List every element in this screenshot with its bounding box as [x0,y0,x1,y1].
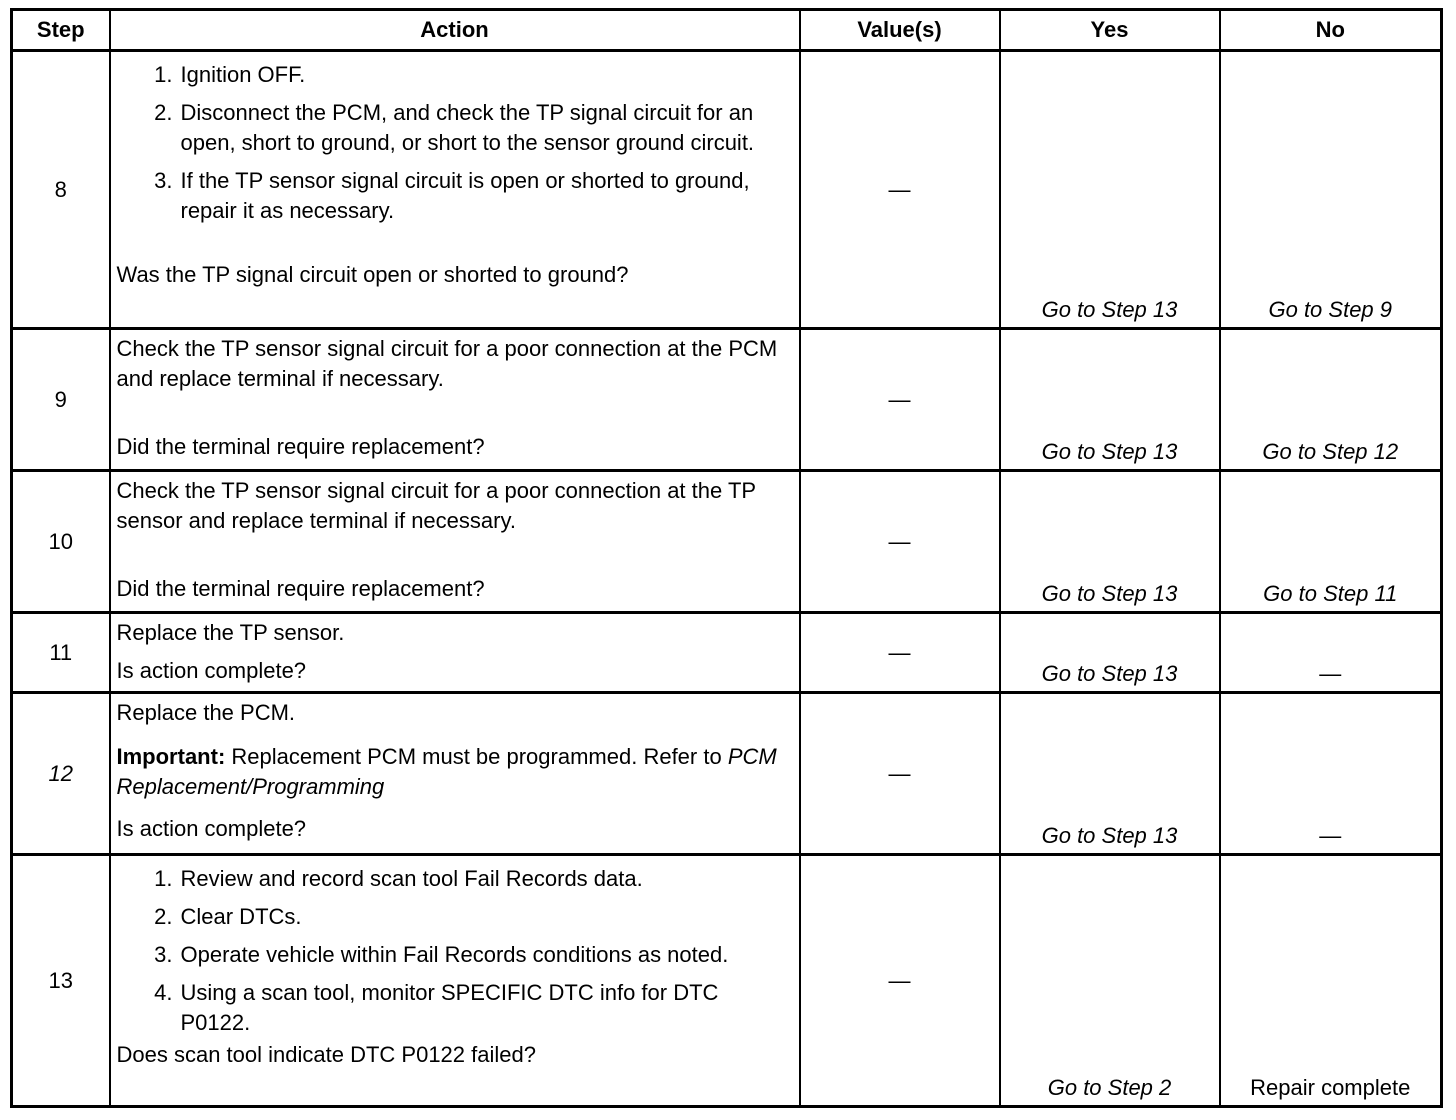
no-cell: — [1220,693,1442,855]
table-row-step-12 [12,693,1442,855]
value-cell: — [800,471,1000,613]
yes-cell: Go to Step 13 [1000,693,1220,855]
step-number: 9 [12,329,110,471]
question-text: Is action complete? [116,816,307,841]
important-text: Replacement PCM must be programmed. Refer to [231,744,722,769]
yes-cell: Go to Step 13 [1000,51,1220,329]
no-cell: — [1220,613,1442,693]
yes-cell: Go to Step 13 [1000,471,1220,613]
action-cell [110,693,800,855]
value-cell: — [800,613,1000,693]
no-cell: Repair complete [1220,855,1442,1107]
step-number: 13 [12,855,110,1107]
list-item: 3. Operate vehicle within Fail Records conditions as noted. [154,942,729,967]
action-cell [110,613,800,693]
value-cell: — [800,693,1000,855]
value-cell: — [800,51,1000,329]
action-cell [110,51,800,329]
header-step: Step [12,10,110,51]
action-cell [110,329,800,471]
list-item: 1. Review and record scan tool Fail Records data. [154,866,643,891]
table-row-step-10 [12,471,1442,613]
no-cell: Go to Step 12 [1220,329,1442,471]
table-row-step-9 [12,329,1442,471]
important-note [117,742,793,802]
header-yes: Yes [1000,10,1220,51]
value-cell: — [800,329,1000,471]
question-text: Was the TP signal circuit open or shorted to ground? [116,262,629,287]
action-text: Replace the PCM. [116,700,296,725]
header-row [12,10,1442,51]
action-cell [110,471,800,613]
question-text: Does scan tool indicate DTC P0122 failed? [116,1042,536,1067]
action-cell [110,855,800,1107]
list-item: 2. Disconnect the PCM, and check the TP signal circuit for an open, short to ground, or short to the sensor ground circuit. [154,100,755,155]
list-item: 2. Clear DTCs. [154,904,302,929]
yes-cell: Go to Step 13 [1000,329,1220,471]
yes-cell: Go to Step 13 [1000,613,1220,693]
action-text: Check the TP sensor signal circuit for a poor connection at the PCM and replace terminal if necessary. [116,336,778,391]
no-cell: Go to Step 11 [1220,471,1442,613]
table-row-step-11 [12,613,1442,693]
step-number: 11 [12,613,110,693]
value-cell: — [800,855,1000,1107]
important-reference: PCM Replacement/Programming [116,744,777,799]
header-values: Value(s) [800,10,1000,51]
no-cell: Go to Step 9 [1220,51,1442,329]
list-item: 4. Using a scan tool, monitor SPECIFIC DTC info for DTC P0122. [154,980,719,1035]
list-item: 3. If the TP sensor signal circuit is open or shorted to ground, repair it as necessary. [154,168,750,223]
action-text: Check the TP sensor signal circuit for a poor connection at the TP sensor and replace terminal if necessary. [116,478,756,533]
header-no: No [1220,10,1442,51]
diagnostic-table [10,8,1443,1108]
step-number: 12 [12,693,110,855]
table-row-step-8 [12,51,1442,329]
question-text: Is action complete? [116,658,307,683]
yes-cell: Go to Step 2 [1000,855,1220,1107]
header-action: Action [110,10,800,51]
step-number: 10 [12,471,110,613]
step-number: 8 [12,51,110,329]
important-label: Important: [116,744,226,769]
question-text: Did the terminal require replacement? [116,576,485,601]
table-row-step-13 [12,855,1442,1107]
action-text: Replace the TP sensor. [116,620,345,645]
question-text: Did the terminal require replacement? [116,434,485,459]
list-item: 1. Ignition OFF. [154,62,306,87]
